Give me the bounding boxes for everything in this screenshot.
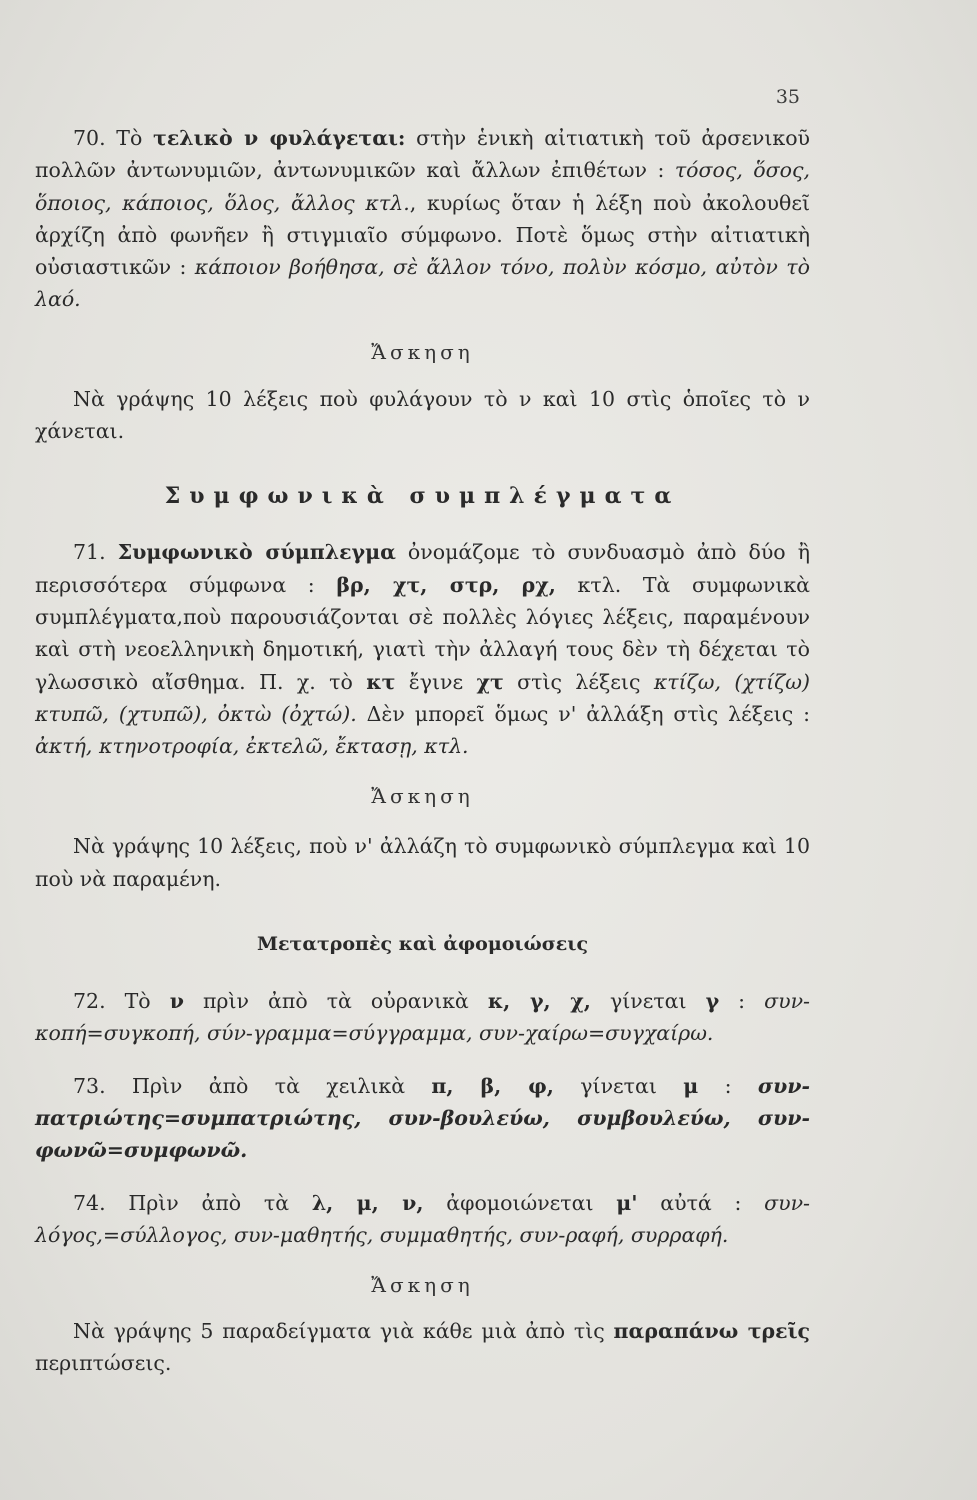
p71-term: Συμφωνικὸ σύμπλεγμα: [117, 540, 396, 565]
exercise-heading-3: Ἄσκηση: [371, 1273, 474, 1298]
p71-text-2: κτλ. Τὰ συμφωνικὰ συμπλέγματα,ποὺ παρουσιάζονται σὲ πολλὲς λόγιες λέξεις, παραμένουν καὶ στὴ νεοελληνικὴ δημοτική, γιατὶ τὴν ἀλλαγή τους δὲν τὴ δέχεται τὸ γλωσσικὸ αἴσθημα. Π. χ. τὸ: [35, 572, 811, 694]
p70-term: τελικὸ ν φυλάγεται:: [153, 126, 406, 150]
p74-text-2: αὐτά :: [637, 1190, 765, 1215]
p74-letters: λ, μ, ν,: [311, 1190, 424, 1215]
paragraph-72: [35, 985, 810, 1050]
p70-examples-2: κάποιον βοήθησα, σὲ ἄλλον τόνο, πολὺν κόσμο, αὐτὸν τὸ λαό.: [35, 255, 810, 312]
exercise3-text-1: Νὰ γράψης 5 παραδείγματα γιὰ κάθε μιὰ ἀπὸ τὶς: [73, 1319, 614, 1344]
p74-text-1: ἀφομοιώνεται: [423, 1190, 617, 1215]
p73-letters: π, β, φ,: [431, 1073, 554, 1098]
p71-clusters: βρ, χτ, στρ, ρχ,: [336, 572, 556, 597]
p70-text-1: στὴν ἑνικὴ αἰτιατικὴ τοῦ ἀρσενικοῦ πολλῶν ἀντωνυμιῶν, ἀντωνυμικῶν καὶ ἄλλων ἐπιθέτων :: [35, 126, 811, 183]
p72-examples: συν-κοπή=συγκοπή, σύν-γραμμα=σύγγραμμα, συν-χαίρω=συγχαίρω.: [35, 989, 810, 1046]
page-content: [35, 122, 810, 1380]
p73-m: μ: [683, 1073, 699, 1098]
p71-examples-1: κτίζω, (χτίζω) κτυπῶ, (χτυπῶ), ὀκτὼ (ὀχτώ).: [35, 669, 810, 726]
p71-xt: χτ: [476, 669, 504, 694]
p71-text-3: ἔγινε: [395, 669, 477, 694]
p74-examples: συν-λόγος,=σύλλογος, συν-μαθητής, συμμαθητής, συν-ραφή, συρραφή.: [35, 1190, 810, 1247]
p74-m: μ': [616, 1190, 638, 1215]
p72-text-2: γίνεται: [590, 989, 706, 1014]
paragraph-71: [35, 536, 810, 762]
p70-text-2: , κυρίως ὅταν ἡ λέξη ποὺ ἀκολουθεῖ ἀρχίζη ἀπὸ φωνῆεν ἢ στιγμιαῖο σύμφωνο. Ποτὲ ὅμως στὴν αἰτιατικὴ οὐσιαστικῶν :: [35, 190, 810, 280]
p73-text-2: :: [698, 1073, 758, 1098]
p71-kt: κτ: [366, 669, 396, 694]
paragraph-74: [35, 1187, 810, 1252]
p72-letters: κ, γ, χ,: [487, 989, 591, 1014]
p70-number: 70. Τὸ: [73, 126, 154, 150]
exercise-text-2: Νὰ γράψης 10 λέξεις, ποὺ ν' ἀλλάζη τὸ συμφωνικὸ σύμπλεγμα καὶ 10 ποὺ νὰ παραμένη.: [35, 834, 810, 891]
p72-number: 72. Τὸ: [73, 989, 170, 1014]
exercise-heading-1: Ἄσκηση: [371, 339, 474, 364]
exercise3-text-2: περιπτώσεις.: [35, 1351, 172, 1376]
p72-g: γ: [705, 989, 720, 1014]
p72-text-3: :: [719, 989, 765, 1014]
exercise-heading-2: Ἄσκηση: [371, 784, 474, 809]
page-number: 35: [775, 86, 800, 108]
p74-number: 74. Πρὶν ἀπὸ τὰ: [73, 1190, 312, 1215]
section-title-transformations: Μετατροπὲς καὶ ἀφομοιώσεις: [256, 933, 589, 956]
p73-examples: συν-πατριώτης=συμπατριώτης, συν-βουλεύω, συμβουλεύω, συν-φωνῶ=συμφωνῶ.: [35, 1073, 810, 1163]
exercise-text-3: [35, 1315, 810, 1380]
p71-text-4: στὶς λέξεις: [503, 669, 654, 694]
p70-examples-1: τόσος, ὅσος, ὅποιος, κάποιος, ὅλος, ἄλλος κτλ.: [35, 158, 810, 215]
p71-number: 71.: [73, 540, 118, 565]
exercise3-bold: παραπάνω τρεῖς: [613, 1319, 810, 1344]
p72-n: ν: [169, 989, 184, 1014]
p72-text-1: πρὶν ἀπὸ τὰ οὐρανικὰ: [183, 989, 488, 1014]
paragraph-73: [35, 1070, 810, 1167]
p73-text-1: γίνεται: [553, 1073, 684, 1098]
p71-text-5: Δὲν μπορεῖ ὅμως ν' ἀλλάξη στὶς λέξεις :: [356, 701, 810, 726]
exercise-text-1: Νὰ γράψης 10 λέξεις ποὺ φυλάγουν τὸ ν καὶ 10 στὶς ὁποῖες τὸ ν χάνεται.: [35, 386, 810, 444]
paragraph-70: [35, 122, 810, 316]
p71-examples-2: ἀκτή, κτηνοτροφία, ἐκτελῶ, ἔκτασῃ, κτλ.: [35, 734, 469, 759]
p73-number: 73. Πρὶν ἀπὸ τὰ χειλικὰ: [73, 1073, 432, 1098]
p71-text-1: ὀνομάζομε τὸ συνδυασμὸ ἀπὸ δύο ἢ περισσότερα σύμφωνα :: [35, 540, 811, 597]
section-title-consonant-clusters: Συμφωνικὰ συμπλέγματα: [164, 483, 681, 510]
